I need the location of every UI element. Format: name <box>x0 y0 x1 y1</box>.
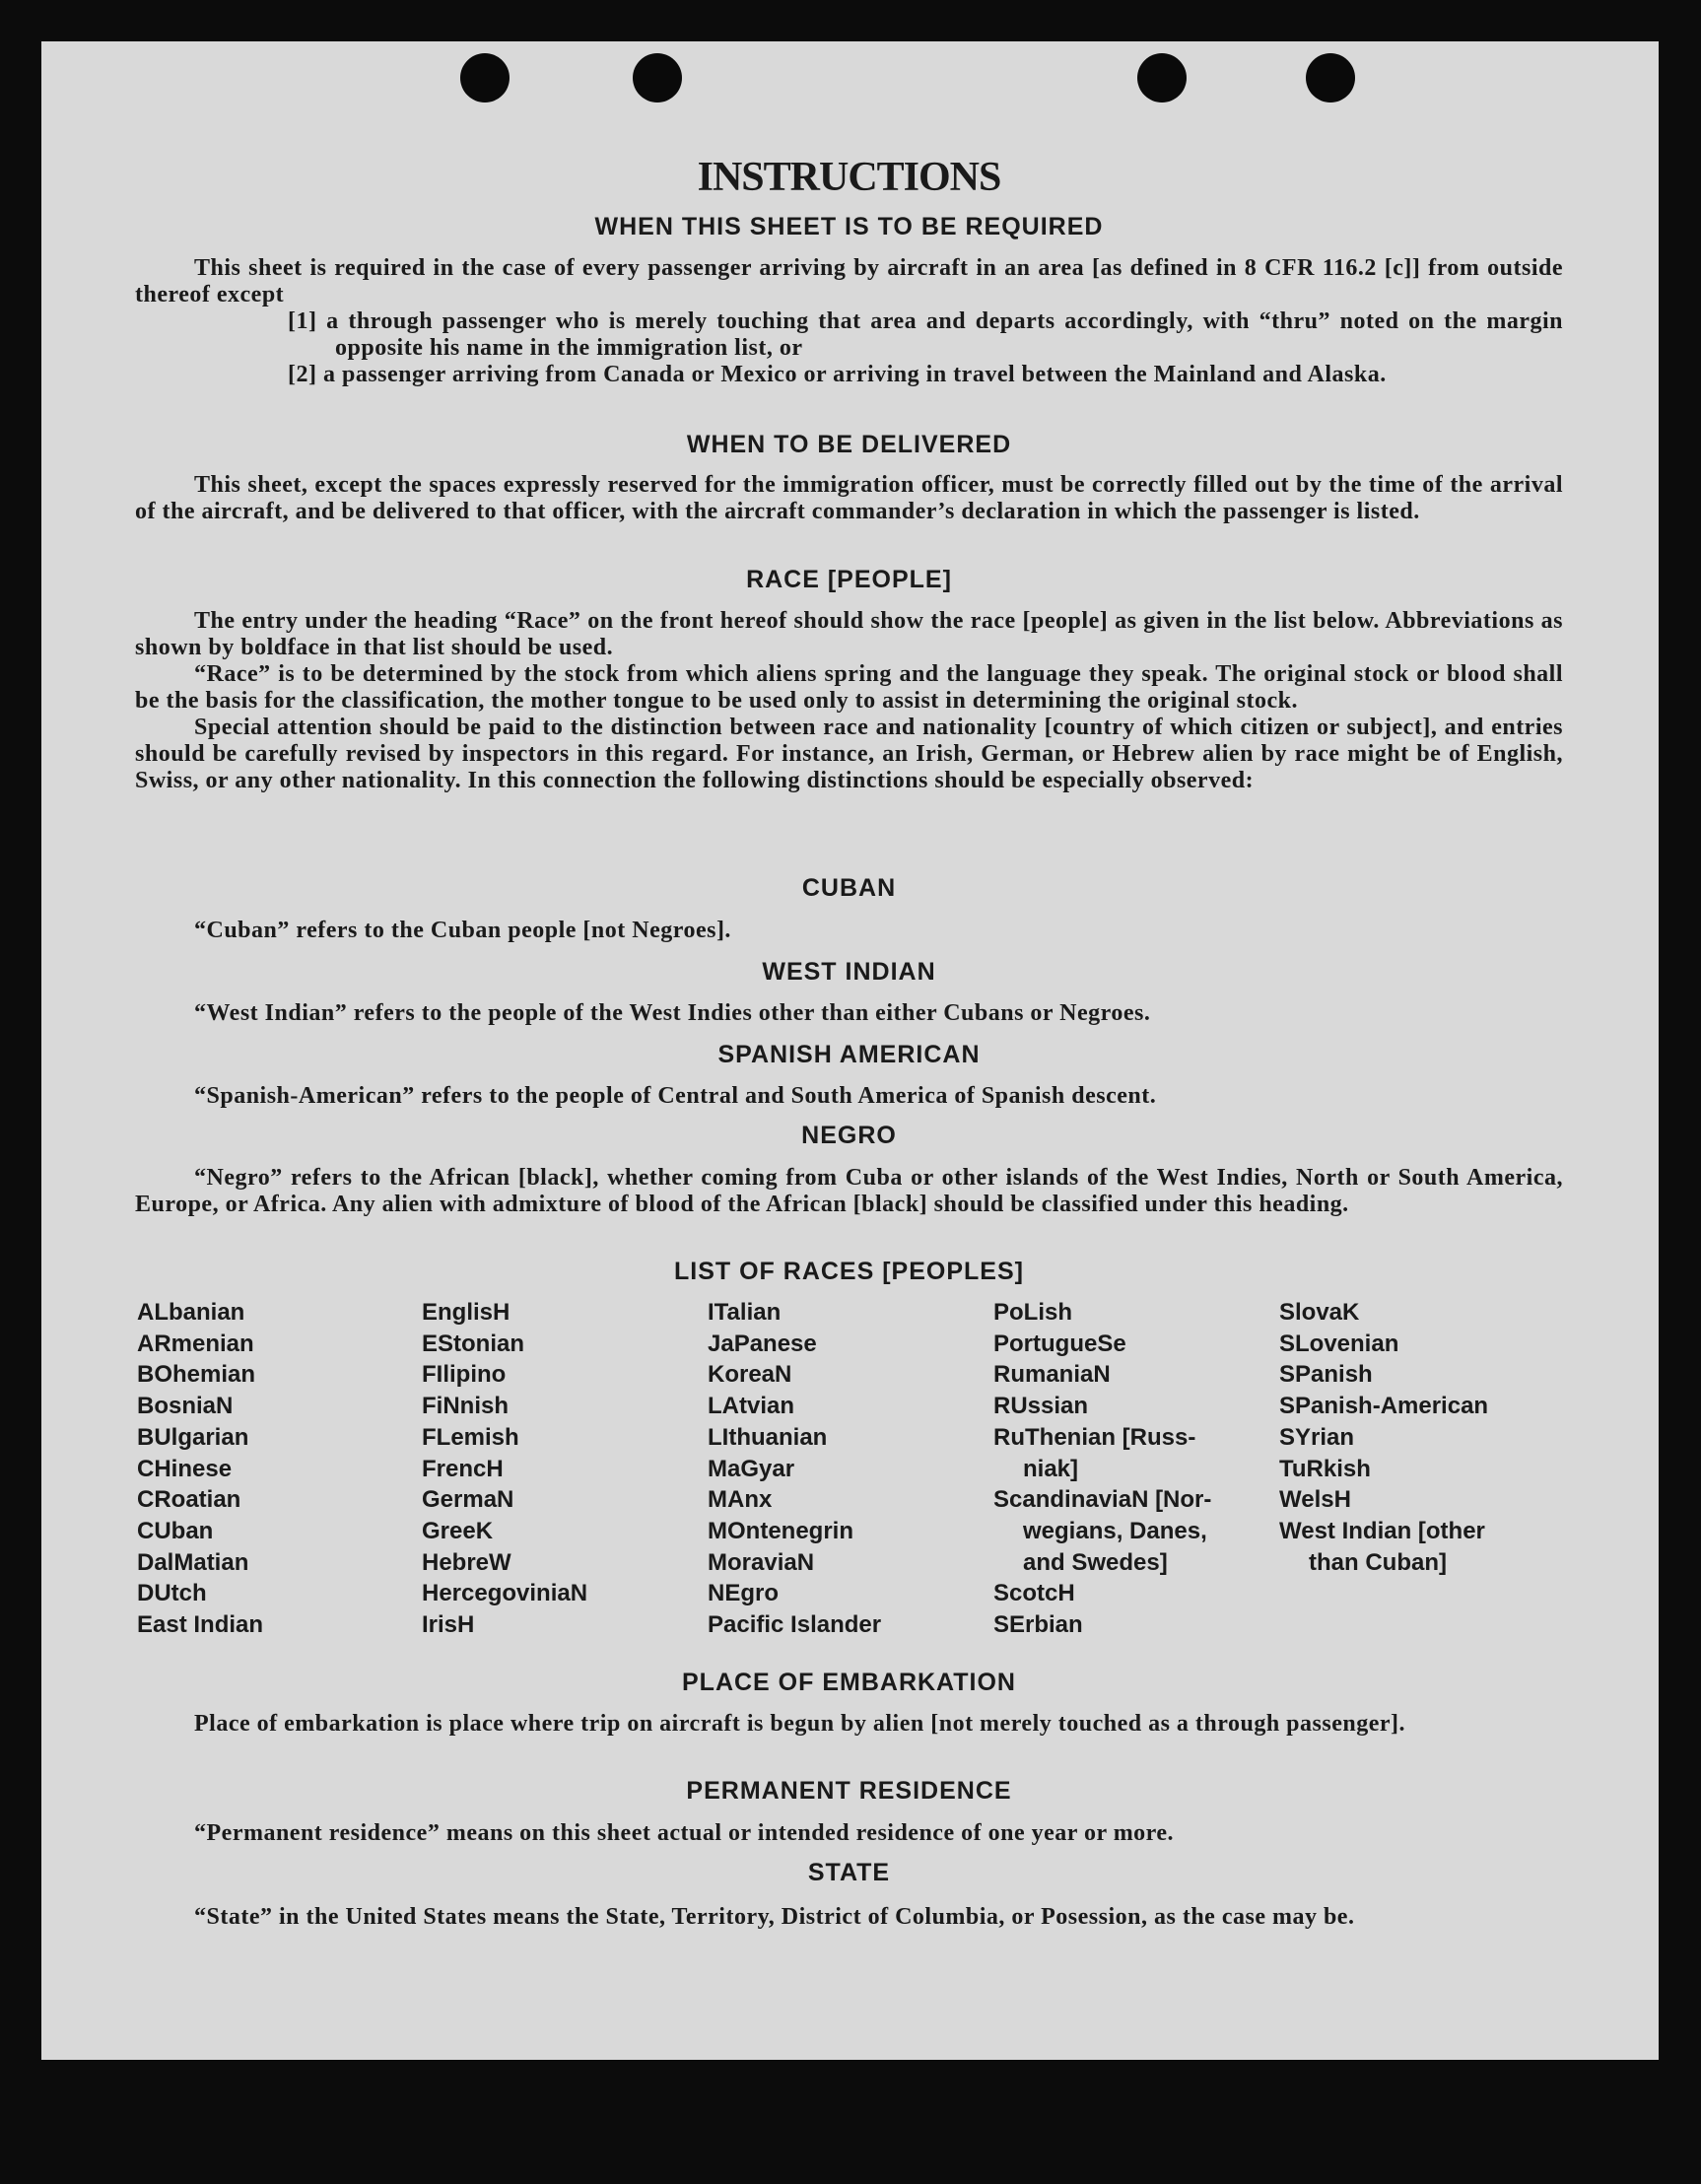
section-embarkation <box>135 1711 1563 1738</box>
embarkation-text: Place of embarkation is place where trip on aircraft is begun by alien [not merely touched as a through passenger]. <box>194 1711 1405 1737</box>
race-entry: ALbanian <box>137 1299 245 1326</box>
section-spanish-american <box>135 1083 1563 1110</box>
heading-delivered: WHEN TO BE DELIVERED <box>686 431 1012 458</box>
section-residence <box>135 1820 1563 1847</box>
race-entry: DUtch <box>137 1580 207 1607</box>
race-p1: The entry under the heading “Race” on the front hereof should show the race [people] as given in the list below. Abbreviations as shown by boldface in that list should be used. <box>135 608 1563 660</box>
race-entry: HebreW <box>422 1548 511 1576</box>
race-entry: FIlipino <box>422 1361 507 1389</box>
race-entry: BosniaN <box>137 1393 234 1420</box>
race-entry: SErbian <box>993 1611 1083 1639</box>
race-entry: SLovenian <box>1279 1330 1399 1357</box>
race-entry: MoraviaN <box>708 1548 815 1576</box>
race-entry: MOntenegrin <box>708 1517 853 1544</box>
race-entry: Pacific Islander <box>708 1611 882 1639</box>
race-entry: WelsH <box>1279 1486 1351 1514</box>
race-entry: East Indian <box>137 1611 264 1639</box>
race-entry: West Indian [other <box>1279 1517 1485 1544</box>
race-entry: GreeK <box>422 1517 494 1544</box>
race-entry: ARmenian <box>137 1330 254 1357</box>
section-cuban <box>135 918 1563 944</box>
race-p3: Special attention should be paid to the distinction between race and nationality [country of which citizen or subject], and entries should be carefully revised by inspectors in this regard. For instance, an Irish, German, or Hebrew alien by race might be of English, Swiss, or any other nationality. In this connection the following distinctions should be especially observed: <box>135 715 1563 793</box>
race-entry: and Swedes] <box>1023 1548 1168 1576</box>
races-column <box>422 1297 587 1641</box>
race-entry: SYrian <box>1279 1423 1355 1451</box>
required-intro: This sheet is required in the case of every passenger arriving by aircraft in an area [as defined in 8 CFR 116.2 [c]] from outside thereof except <box>135 255 1563 307</box>
punch-hole <box>1306 53 1355 102</box>
punch-hole <box>460 53 510 102</box>
race-entry: PortugueSe <box>993 1330 1126 1357</box>
race-entry: PoLish <box>993 1299 1073 1326</box>
race-entry: FiNnish <box>422 1393 509 1420</box>
required-item-1: [1] a through passenger who is merely touching that area and departs accordingly, with “thru” noted on the margin opposite his name in the immigration list, or <box>288 308 1563 361</box>
section-state <box>135 1904 1563 1931</box>
race-entry: than Cuban] <box>1309 1548 1447 1576</box>
race-entry: wegians, Danes, <box>1023 1517 1207 1544</box>
heading-list-of-races: LIST OF RACES [PEOPLES] <box>674 1258 1024 1285</box>
race-entry: ITalian <box>708 1299 782 1326</box>
heading-negro: NEGRO <box>801 1122 897 1149</box>
race-entry: LAtvian <box>708 1393 795 1420</box>
race-entry: CRoatian <box>137 1486 241 1514</box>
punch-hole <box>633 53 682 102</box>
race-entry: LIthuanian <box>708 1423 828 1451</box>
state-text: “State” in the United States means the State, Territory, District of Columbia, or Posession, as the case may be. <box>194 1904 1355 1930</box>
section-delivered <box>135 472 1563 525</box>
heading-cuban: CUBAN <box>801 874 897 902</box>
race-entry: RumaniaN <box>993 1361 1111 1389</box>
races-column <box>708 1297 881 1641</box>
races-column <box>993 1297 1211 1641</box>
race-p2: “Race” is to be determined by the stock from which aliens spring and the language they speak. The original stock or blood shall be the basis for the classification, the mother tongue to be used only to assist in determining the original stock. <box>135 661 1563 714</box>
race-entry: HercegoviniaN <box>422 1580 588 1607</box>
spanish-american-text: “Spanish-American” refers to the people of Central and South America of Spanish descent. <box>194 1083 1157 1109</box>
race-entry: SlovaK <box>1279 1299 1360 1326</box>
race-entry: ScotcH <box>993 1580 1075 1607</box>
race-entry: FrencH <box>422 1455 504 1482</box>
race-entry: BUlgarian <box>137 1423 249 1451</box>
heading-embarkation: PLACE OF EMBARKATION <box>682 1669 1016 1696</box>
residence-text: “Permanent residence” means on this sheet actual or intended residence of one year or more. <box>194 1820 1175 1846</box>
races-column <box>137 1297 263 1641</box>
race-entry: SPanish-American <box>1279 1393 1489 1420</box>
race-entry: EnglisH <box>422 1299 510 1326</box>
race-entry: RuThenian [Russ- <box>993 1423 1196 1451</box>
race-entry: SPanish <box>1279 1361 1373 1389</box>
page-title: INSTRUCTIONS <box>697 155 1001 200</box>
race-entry: IrisH <box>422 1611 475 1639</box>
race-entry: JaPanese <box>708 1330 817 1357</box>
race-entry: RUssian <box>993 1393 1089 1420</box>
section-required <box>135 255 1563 388</box>
race-entry: KoreaN <box>708 1361 792 1389</box>
heading-state: STATE <box>807 1859 891 1886</box>
negro-text: “Negro” refers to the African [black], whether coming from Cuba or other islands of the West Indies, North or South America, Europe, or Africa. Any alien with admixture of blood of the African [black] should be classified under this heading. <box>135 1165 1563 1217</box>
race-entry: CHinese <box>137 1455 233 1482</box>
heading-spanish-american: SPANISH AMERICAN <box>717 1041 981 1068</box>
races-column <box>1279 1297 1488 1578</box>
cuban-text: “Cuban” refers to the Cuban people [not Negroes]. <box>194 918 731 943</box>
race-entry: EStonian <box>422 1330 525 1357</box>
heading-west-indian: WEST INDIAN <box>762 958 936 986</box>
section-race <box>135 608 1563 794</box>
race-entry: ScandinaviaN [Nor- <box>993 1486 1212 1514</box>
section-negro <box>135 1165 1563 1218</box>
race-entry: MAnx <box>708 1486 773 1514</box>
race-entry: NEgro <box>708 1580 779 1607</box>
section-west-indian <box>135 1000 1563 1027</box>
heading-required: WHEN THIS SHEET IS TO BE REQUIRED <box>594 213 1104 240</box>
race-entry: niak] <box>1023 1455 1079 1482</box>
race-entry: CUban <box>137 1517 214 1544</box>
race-entry: MaGyar <box>708 1455 795 1482</box>
punch-hole <box>1137 53 1187 102</box>
required-item-2: [2] a passenger arriving from Canada or Mexico or arriving in travel between the Mainland and Alaska. <box>288 362 1387 387</box>
heading-residence: PERMANENT RESIDENCE <box>686 1777 1012 1805</box>
race-entry: FLemish <box>422 1423 519 1451</box>
race-entry: BOhemian <box>137 1361 256 1389</box>
delivered-text: This sheet, except the spaces expressly reserved for the immigration officer, must be correctly filled out by the time of the arrival of the aircraft, and be delivered to that officer, with the aircraft commander’s declaration in which the passenger is listed. <box>135 472 1563 524</box>
race-entry: TuRkish <box>1279 1455 1371 1482</box>
race-entry: GermaN <box>422 1486 514 1514</box>
west-indian-text: “West Indian” refers to the people of the West Indies other than either Cubans or Negroes. <box>194 1000 1151 1026</box>
heading-race: RACE [PEOPLE] <box>746 566 952 593</box>
race-entry: DalMatian <box>137 1548 249 1576</box>
